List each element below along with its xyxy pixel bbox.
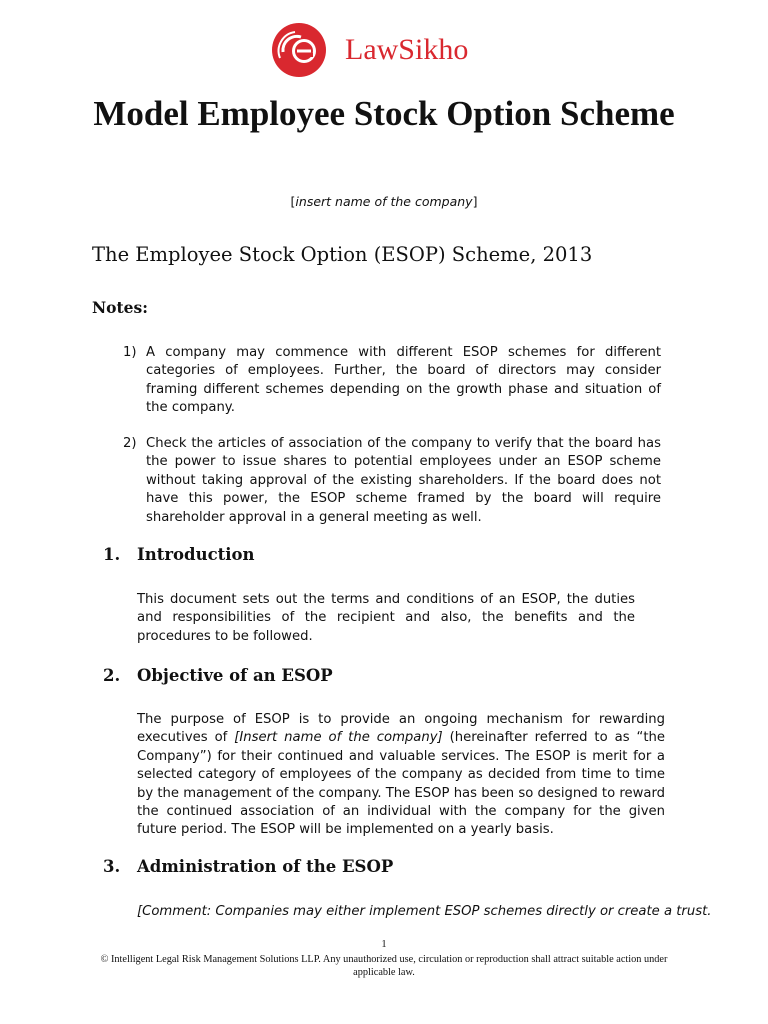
note-number: 1) [123, 345, 137, 360]
body-text: The purpose of ESOP is to provide an ongoing mechanism for rewarding executives of [137, 712, 665, 746]
section-heading-introduction [103, 545, 255, 564]
note-item [123, 344, 661, 418]
section-number: 3. [103, 857, 121, 876]
scheme-heading: The Employee Stock Option (ESOP) Scheme, 2013 [92, 243, 593, 266]
bracket-close: ] [472, 194, 478, 209]
brand-logo [271, 22, 468, 78]
note-text: A company may commence with different ESOP schemes for different categories of employees. Further, the board of directors may consider framing different schemes depending on the growth phase and situation of the company. [146, 345, 661, 416]
body-text: (hereinafter referred to as “the Company”) for their continued and valuable services. The ESOP is merit for a selected category of employees of the company as decided from time to time by the management of the company. The ESOP has been so designed to reward the continued association of an individual with the company for the given future period. The ESOP will be implemented on a yearly basis. [137, 730, 666, 838]
section-body-objective [137, 711, 665, 840]
company-name-placeholder: [Insert name of the company] [234, 730, 443, 746]
section-body-introduction: This document sets out the terms and conditions of an ESOP, the duties and responsibilities of the recipient and also, the benefits and the procedures to be followed. [137, 592, 635, 644]
section-title: Administration of the ESOP [137, 857, 394, 876]
company-placeholder-text: insert name of the company [295, 194, 473, 209]
section-number: 2. [103, 666, 121, 685]
section-title: Introduction [137, 545, 255, 564]
document-title: Model Employee Stock Option Scheme [93, 94, 675, 133]
note-number: 2) [123, 436, 137, 451]
company-placeholder [0, 194, 768, 209]
copyright-notice: © Intelligent Legal Risk Management Solutions LLP. Any unauthorized use, circulation or reproduction shall attract suitable action under applicable law. [100, 954, 668, 978]
notes-heading: Notes: [92, 298, 148, 317]
lawsikho-logo-icon [271, 22, 327, 78]
administration-comment: [Comment: Companies may either implement ESOP schemes directly or create a trust. [137, 904, 712, 919]
brand-name: LawSikho [345, 33, 469, 66]
bracket-open: [ [290, 194, 296, 209]
note-text: Check the articles of association of the company to verify that the board has the power to issue shares to potential employees under an ESOP scheme without taking approval of the existing shareholders. If the board does not have this power, the ESOP scheme framed by the board will require shareholder approval in a general meeting as well. [146, 436, 661, 525]
section-heading-administration [103, 857, 393, 876]
section-number: 1. [103, 545, 121, 564]
section-heading-objective [103, 666, 333, 685]
page-number: 1 [381, 939, 387, 950]
section-title: Objective of an ESOP [137, 666, 333, 685]
note-item [123, 435, 661, 527]
